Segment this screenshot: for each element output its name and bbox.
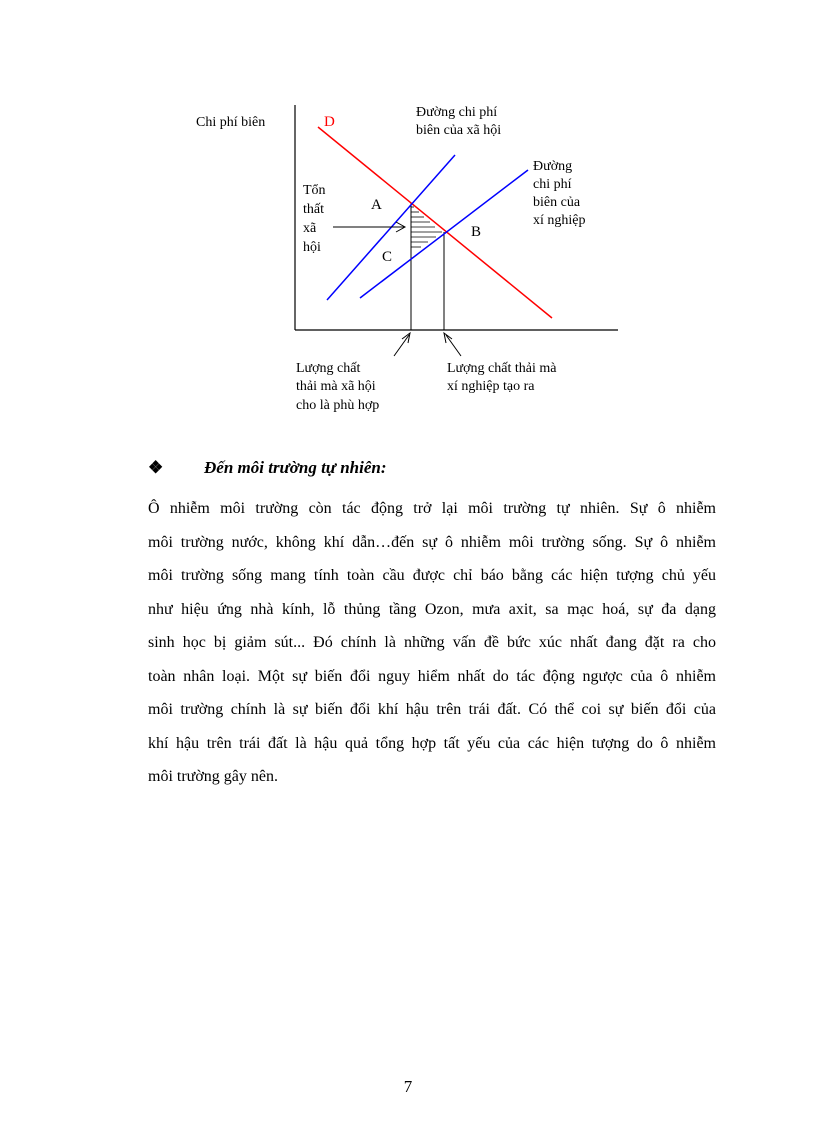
paragraph-line: Ô nhiễm môi trường còn tác động trở lại môi trường tự nhiên. Sự ô nhiễm — [148, 500, 716, 517]
paragraph-line: môi trường gây nên. — [148, 768, 278, 785]
page-number: 7 — [403, 1077, 413, 1096]
firm-cost-label-1: Đường — [533, 159, 573, 174]
loss-label-3: xã — [303, 221, 317, 236]
social-cost-label-2: biên của xã hội — [416, 123, 502, 138]
firm-quantity-label-1: Lượng chất thải mà — [447, 361, 557, 376]
paragraph-line: môi trường nước, không khí dẫn…đến sự ô nhiễm môi trường sống. Sự ô nhiễm — [148, 533, 716, 551]
paragraph-line: khí hậu trên trái đất là hậu quả tổng hợp tất yếu của các hiện tượng do ô nhiễm — [148, 734, 716, 752]
paragraph-line: toàn nhân loại. Một sự biến đổi nguy hiểm nhất do tác động ngược của ô nhiễm — [148, 667, 716, 685]
point-b-label: B — [471, 224, 482, 240]
paragraph-line: môi trường chính là sự biến đổi khí hậu trên trái đất. Có thể coi sự biến đổi của — [148, 701, 716, 718]
firm-quantity-arrow — [446, 335, 461, 356]
point-c-label: C — [382, 249, 393, 265]
paragraph-line: môi trường sống mang tính toàn cầu được chỉ báo bằng các hiện tượng chủ yếu — [148, 567, 716, 584]
firm-cost-label-2: chi phí — [533, 177, 572, 192]
point-a-label: A — [371, 197, 382, 213]
social-quantity-label-1: Lượng chất — [296, 361, 361, 376]
paragraph-line: như hiệu ứng nhà kính, lỗ thủng tầng Ozon, mưa axit, sa mạc hoá, sự đa dạng — [148, 600, 716, 618]
social-cost-label-1: Đường chi phí — [416, 105, 498, 120]
section-heading — [148, 458, 387, 478]
social-quantity-label-2: thải mà xã hội — [296, 379, 376, 394]
loss-hatching — [411, 207, 442, 247]
loss-label-1: Tổn — [303, 183, 326, 198]
social-quantity-arrowhead — [402, 333, 410, 343]
demand-label: D — [324, 114, 335, 130]
social-quantity-arrow — [394, 335, 409, 356]
body-paragraph — [148, 492, 716, 794]
paragraph-line: sinh học bị giảm sút... Đó chính là những vấn đề bức xúc nhất đang đặt ra cho — [148, 634, 716, 651]
loss-label-2: thất — [303, 202, 324, 217]
section-heading-text: Đến môi trường tự nhiên: — [204, 458, 387, 477]
demand-curve — [318, 127, 552, 318]
diamond-bullet-icon: ❖ — [148, 458, 164, 477]
firm-quantity-label-2: xí nghiệp tạo ra — [447, 379, 535, 394]
firm-cost-label-3: biên của — [533, 195, 581, 210]
loss-label-4: hội — [303, 240, 321, 255]
y-axis-label: Chi phí biên — [196, 115, 266, 130]
firm-cost-label-4: xí nghiệp — [533, 213, 586, 228]
social-quantity-label-3: cho là phù hợp — [296, 398, 380, 413]
marginal-cost-diagram — [190, 100, 630, 430]
